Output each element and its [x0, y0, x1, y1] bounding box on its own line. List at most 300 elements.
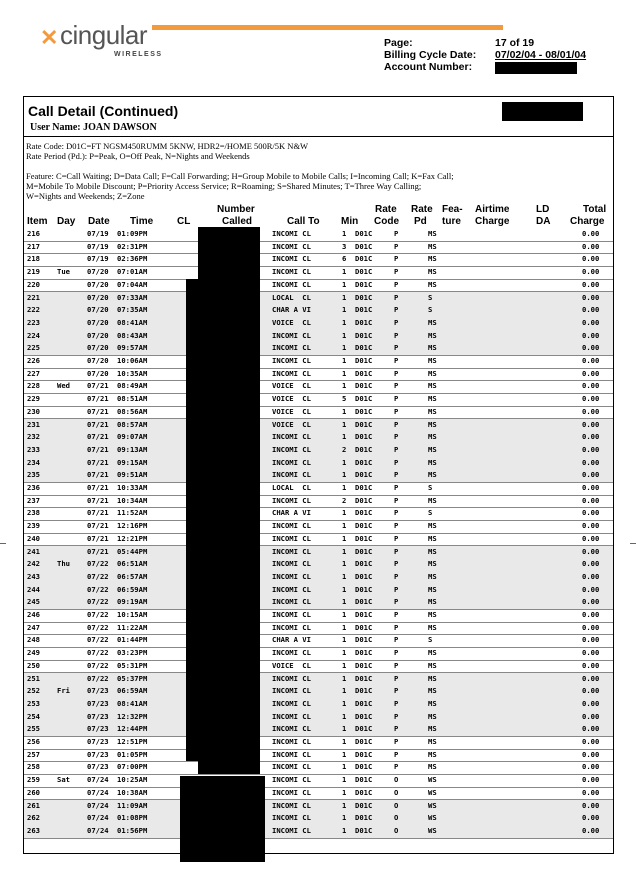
cell-date: 07/21: [87, 394, 109, 404]
cell-date: 07/21: [87, 381, 109, 391]
col-cl: CL: [177, 216, 191, 227]
cell-date: 07/24: [87, 825, 109, 835]
cell-min: 1: [342, 292, 347, 302]
cell-item: 262: [27, 813, 40, 823]
table-row: [24, 698, 613, 712]
cell-time: 05:44PM: [117, 546, 148, 556]
col-rate-code-1: Rate: [375, 204, 397, 215]
cell-call-to: INCOMI CL: [272, 368, 311, 378]
table-row: [24, 647, 613, 661]
cell-feature: MS: [428, 457, 437, 467]
cell-rate-code: D01C: [355, 775, 373, 785]
cell-total-charge: 0.00: [582, 521, 600, 531]
cell-total-charge: 0.00: [582, 419, 600, 429]
col-total-1: Total: [583, 204, 607, 215]
table-row: [24, 419, 613, 433]
cell-rate-code: D01C: [355, 229, 373, 238]
table-row: [24, 774, 613, 788]
cell-time: 02:31PM: [117, 241, 148, 251]
table-row: [24, 304, 613, 318]
cell-date: 07/23: [87, 698, 109, 708]
cell-min: 1: [342, 533, 347, 543]
cell-time: 02:36PM: [117, 254, 148, 264]
cell-total-charge: 0.00: [582, 457, 600, 467]
cell-min: 1: [342, 673, 347, 683]
cell-call-to: VOICE CL: [272, 394, 311, 404]
cell-time: 01:08PM: [117, 813, 148, 823]
cell-total-charge: 0.00: [582, 470, 600, 480]
cell-rate-code: D01C: [355, 559, 373, 569]
col-rate-pd-1: Rate: [411, 204, 433, 215]
cell-call-to: CHAR A VI: [272, 305, 311, 315]
cell-total-charge: 0.00: [582, 406, 600, 416]
cell-rate-code: D01C: [355, 724, 373, 734]
cell-time: 08:51AM: [117, 394, 148, 404]
cell-date: 07/21: [87, 470, 109, 480]
cell-total-charge: 0.00: [582, 648, 600, 658]
cell-call-to: INCOMI CL: [272, 673, 311, 683]
cell-feature: MS: [428, 432, 437, 442]
cell-time: 07:00PM: [117, 762, 148, 772]
cell-item: 237: [27, 495, 40, 505]
table-row: [24, 812, 613, 826]
cell-day: Sat: [57, 775, 70, 785]
cell-total-charge: 0.00: [582, 495, 600, 505]
cell-min: 1: [342, 749, 347, 759]
cell-date: 07/23: [87, 711, 109, 721]
cell-rate-pd: P: [394, 394, 399, 404]
cell-time: 07:04AM: [117, 279, 148, 289]
cell-total-charge: 0.00: [582, 356, 600, 365]
cell-item: 248: [27, 635, 40, 645]
table-row: [24, 558, 613, 572]
cell-rate-pd: O: [394, 825, 399, 835]
col-total-2: Charge: [570, 216, 605, 227]
cell-date: 07/22: [87, 584, 109, 594]
cell-feature: MS: [428, 686, 437, 696]
cell-total-charge: 0.00: [582, 800, 600, 810]
table-row: [24, 711, 613, 725]
cell-rate-pd: P: [394, 406, 399, 416]
cell-time: 06:59AM: [117, 686, 148, 696]
cell-time: 12:16PM: [117, 521, 148, 531]
cell-date: 07/20: [87, 356, 109, 365]
cell-rate-code: D01C: [355, 394, 373, 404]
cell-min: 1: [342, 432, 347, 442]
cell-time: 06:59AM: [117, 584, 148, 594]
cell-feature: MS: [428, 584, 437, 594]
cell-time: 05:37PM: [117, 673, 148, 683]
table-row: [24, 622, 613, 636]
billing-cycle-label: Billing Cycle Date:: [384, 49, 477, 61]
table-row: [24, 330, 613, 344]
cell-call-to: INCOMI CL: [272, 698, 311, 708]
cell-rate-code: D01C: [355, 737, 373, 746]
cell-call-to: VOICE CL: [272, 406, 311, 416]
cell-item: 249: [27, 648, 40, 658]
cell-total-charge: 0.00: [582, 241, 600, 251]
cell-time: 08:56AM: [117, 406, 148, 416]
cell-date: 07/22: [87, 648, 109, 658]
cell-feature: MS: [428, 343, 437, 353]
cell-total-charge: 0.00: [582, 381, 600, 391]
cell-feature: MS: [428, 267, 437, 277]
cell-feature: S: [428, 292, 433, 302]
cell-feature: S: [428, 635, 433, 645]
cell-item: 239: [27, 521, 40, 531]
number-redaction: [198, 761, 260, 774]
cell-call-to: INCOMI CL: [272, 229, 311, 238]
cell-time: 07:33AM: [117, 292, 148, 302]
cell-date: 07/19: [87, 229, 109, 238]
cell-call-to: INCOMI CL: [272, 813, 311, 823]
cell-feature: MS: [428, 444, 437, 454]
cell-date: 07/23: [87, 749, 109, 759]
cell-rate-pd: P: [394, 533, 399, 543]
cell-rate-code: D01C: [355, 698, 373, 708]
cell-rate-code: D01C: [355, 648, 373, 658]
cell-rate-code: D01C: [355, 787, 373, 797]
cell-feature: MS: [428, 698, 437, 708]
cell-time: 10:06AM: [117, 356, 148, 365]
cell-min: 1: [342, 470, 347, 480]
cell-call-to: INCOMI CL: [272, 254, 311, 264]
section-title: Call Detail (Continued): [28, 103, 179, 119]
cell-date: 07/22: [87, 610, 109, 619]
table-row: [24, 279, 613, 293]
cell-rate-code: D01C: [355, 317, 373, 327]
cell-rate-pd: P: [394, 267, 399, 277]
col-ld-1: LD: [536, 204, 550, 215]
cell-date: 07/21: [87, 533, 109, 543]
cell-date: 07/23: [87, 686, 109, 696]
cell-item: 234: [27, 457, 40, 467]
cell-min: 1: [342, 305, 347, 315]
cell-time: 09:51AM: [117, 470, 148, 480]
cell-item: 218: [27, 254, 40, 264]
cell-rate-pd: P: [394, 292, 399, 302]
cell-total-charge: 0.00: [582, 394, 600, 404]
cell-feature: MS: [428, 610, 437, 619]
cell-rate-pd: P: [394, 508, 399, 518]
cell-item: 246: [27, 610, 40, 619]
cell-time: 10:34AM: [117, 495, 148, 505]
cell-total-charge: 0.00: [582, 368, 600, 378]
cell-feature: WS: [428, 800, 437, 810]
cell-rate-pd: P: [394, 724, 399, 734]
cell-rate-pd: P: [394, 559, 399, 569]
cell-call-to: INCOMI CL: [272, 749, 311, 759]
cell-total-charge: 0.00: [582, 635, 600, 645]
cell-time: 09:15AM: [117, 457, 148, 467]
cell-date: 07/23: [87, 724, 109, 734]
cell-min: 3: [342, 241, 347, 251]
cell-time: 06:57AM: [117, 571, 148, 581]
cell-feature: MS: [428, 470, 437, 480]
cell-rate-pd: P: [394, 749, 399, 759]
cell-call-to: VOICE CL: [272, 419, 311, 429]
cell-rate-code: D01C: [355, 813, 373, 823]
cell-date: 07/20: [87, 317, 109, 327]
cell-min: 1: [342, 571, 347, 581]
table-row: [24, 444, 613, 458]
cell-min: 1: [342, 610, 347, 619]
table-row: [24, 342, 613, 356]
col-date: Date: [88, 216, 110, 227]
cell-time: 08:41AM: [117, 317, 148, 327]
cell-call-to: INCOMI CL: [272, 825, 311, 835]
table-row: [24, 406, 613, 420]
cell-call-to: INCOMI CL: [272, 444, 311, 454]
col-rate-code-2: Code: [374, 216, 399, 227]
cell-time: 12:21PM: [117, 533, 148, 543]
cell-item: 221: [27, 292, 40, 302]
cell-total-charge: 0.00: [582, 254, 600, 264]
cell-call-to: INCOMI CL: [272, 711, 311, 721]
cell-date: 07/20: [87, 305, 109, 315]
cell-min: 1: [342, 584, 347, 594]
cell-min: 1: [342, 508, 347, 518]
cell-date: 07/19: [87, 241, 109, 251]
table-row: [24, 749, 613, 763]
cell-item: 216: [27, 229, 40, 238]
cell-total-charge: 0.00: [582, 775, 600, 785]
cell-call-to: INCOMI CL: [272, 267, 311, 277]
cell-call-to: INCOMI CL: [272, 533, 311, 543]
cell-min: 1: [342, 356, 347, 365]
cell-total-charge: 0.00: [582, 533, 600, 543]
cell-call-to: INCOMI CL: [272, 521, 311, 531]
cell-day: Fri: [57, 686, 70, 696]
cell-date: 07/19: [87, 254, 109, 264]
cell-feature: MS: [428, 394, 437, 404]
cell-rate-pd: O: [394, 813, 399, 823]
cell-item: 233: [27, 444, 40, 454]
cell-rate-pd: P: [394, 762, 399, 772]
cell-item: 223: [27, 317, 40, 327]
cell-total-charge: 0.00: [582, 762, 600, 772]
cell-feature: MS: [428, 737, 437, 746]
table-row: [24, 368, 613, 382]
cell-rate-code: D01C: [355, 343, 373, 353]
cell-feature: WS: [428, 825, 437, 835]
cell-total-charge: 0.00: [582, 546, 600, 556]
cell-feature: MS: [428, 660, 437, 670]
table-row: [24, 800, 613, 814]
cell-min: 1: [342, 762, 347, 772]
cell-feature: MS: [428, 546, 437, 556]
cell-rate-pd: P: [394, 305, 399, 315]
table-row: [24, 673, 613, 687]
cell-time: 11:52AM: [117, 508, 148, 518]
number-redaction: [180, 776, 265, 862]
cell-min: 1: [342, 597, 347, 607]
cell-date: 07/21: [87, 432, 109, 442]
table-row: [24, 546, 613, 560]
cell-rate-pd: P: [394, 737, 399, 746]
cell-call-to: INCOMI CL: [272, 800, 311, 810]
cell-total-charge: 0.00: [582, 432, 600, 442]
cell-total-charge: 0.00: [582, 444, 600, 454]
cell-rate-pd: P: [394, 457, 399, 467]
cell-call-to: INCOMI CL: [272, 559, 311, 569]
table-row: [24, 634, 613, 648]
cell-rate-code: D01C: [355, 483, 373, 492]
cell-rate-code: D01C: [355, 571, 373, 581]
col-day: Day: [57, 216, 76, 227]
cell-item: 240: [27, 533, 40, 543]
cell-item: 219: [27, 267, 40, 277]
cell-total-charge: 0.00: [582, 813, 600, 823]
cell-feature: WS: [428, 813, 437, 823]
cell-min: 1: [342, 330, 347, 340]
cell-min: 1: [342, 825, 347, 835]
cell-rate-code: D01C: [355, 660, 373, 670]
cell-total-charge: 0.00: [582, 292, 600, 302]
cell-feature: MS: [428, 279, 437, 289]
cell-min: 1: [342, 813, 347, 823]
number-redaction: [186, 279, 260, 761]
cell-rate-code: D01C: [355, 622, 373, 632]
cell-min: 1: [342, 521, 347, 531]
cell-call-to: INCOMI CL: [272, 241, 311, 251]
cell-feature: MS: [428, 559, 437, 569]
cell-total-charge: 0.00: [582, 483, 600, 492]
cell-call-to: INCOMI CL: [272, 775, 311, 785]
cell-date: 07/22: [87, 660, 109, 670]
cell-min: 1: [342, 648, 347, 658]
cell-time: 11:09AM: [117, 800, 148, 810]
cell-date: 07/21: [87, 495, 109, 505]
cell-call-to: INCOMI CL: [272, 571, 311, 581]
cell-rate-code: D01C: [355, 584, 373, 594]
cell-rate-pd: P: [394, 279, 399, 289]
cell-call-to: INCOMI CL: [272, 686, 311, 696]
cell-rate-code: D01C: [355, 254, 373, 264]
legend-feature-2: M=Mobile To Mobile Discount; P=Priority Access Service; R=Roaming; S=Shared Minutes; T=Three Way Calling;: [26, 181, 422, 191]
number-redaction: [198, 227, 260, 279]
cell-feature: MS: [428, 368, 437, 378]
cell-feature: MS: [428, 330, 437, 340]
cell-date: 07/23: [87, 762, 109, 772]
divider: [23, 136, 613, 137]
table-row: [24, 596, 613, 610]
cell-rate-code: D01C: [355, 546, 373, 556]
cell-total-charge: 0.00: [582, 330, 600, 340]
cell-total-charge: 0.00: [582, 229, 600, 238]
cell-item: 252: [27, 686, 40, 696]
cell-rate-code: D01C: [355, 711, 373, 721]
cell-rate-pd: P: [394, 571, 399, 581]
cell-total-charge: 0.00: [582, 787, 600, 797]
cell-call-to: INCOMI CL: [272, 330, 311, 340]
cell-rate-code: D01C: [355, 508, 373, 518]
table-row: [24, 317, 613, 331]
cell-rate-pd: P: [394, 495, 399, 505]
cell-rate-pd: P: [394, 546, 399, 556]
cell-feature: MS: [428, 724, 437, 734]
legend-feature-1: Feature: C=Call Waiting; D=Data Call; F=Call Forwarding; H=Group Mobile to Mobile Calls; I=Incoming Call; K=Fax Call;: [26, 171, 454, 181]
cell-rate-pd: P: [394, 470, 399, 480]
cell-time: 09:07AM: [117, 432, 148, 442]
cell-call-to: INCOMI CL: [272, 279, 311, 289]
legend-feature-3: W=Nights and Weekends; Z=Zone: [26, 191, 145, 201]
cell-time: 09:19AM: [117, 597, 148, 607]
col-feature-1: Fea-: [442, 204, 463, 215]
cell-rate-code: D01C: [355, 279, 373, 289]
cell-rate-pd: P: [394, 444, 399, 454]
table-row: [24, 761, 613, 775]
cell-total-charge: 0.00: [582, 343, 600, 353]
cell-time: 11:22AM: [117, 622, 148, 632]
col-call-to: Call To: [287, 216, 320, 227]
cell-min: 1: [342, 635, 347, 645]
cell-call-to: INCOMI CL: [272, 546, 311, 556]
cell-min: 1: [342, 622, 347, 632]
cell-min: 1: [342, 686, 347, 696]
cell-min: 1: [342, 229, 347, 238]
cell-item: 231: [27, 419, 40, 429]
cell-time: 12:32PM: [117, 711, 148, 721]
table-row: [24, 469, 613, 483]
cell-date: 07/22: [87, 559, 109, 569]
table-row: [24, 825, 613, 839]
phone-number-redaction: [502, 102, 583, 121]
col-number-1: Number: [217, 204, 255, 215]
cell-rate-code: D01C: [355, 444, 373, 454]
cell-rate-code: D01C: [355, 749, 373, 759]
cell-item: 224: [27, 330, 40, 340]
cell-time: 07:35AM: [117, 305, 148, 315]
cell-min: 1: [342, 724, 347, 734]
table-row: [24, 571, 613, 585]
cell-feature: MS: [428, 254, 437, 264]
logo-subtitle: WIRELESS: [114, 51, 163, 58]
table-row: [24, 292, 613, 306]
cell-item: 228: [27, 381, 40, 391]
cell-call-to: CHAR A VI: [272, 508, 311, 518]
cell-feature: MS: [428, 419, 437, 429]
cell-feature: MS: [428, 241, 437, 251]
cell-date: 07/24: [87, 787, 109, 797]
cell-rate-pd: P: [394, 584, 399, 594]
margin-mark: [0, 543, 6, 544]
cell-call-to: INCOMI CL: [272, 495, 311, 505]
cell-date: 07/24: [87, 800, 109, 810]
cell-min: 1: [342, 279, 347, 289]
cell-time: 10:38AM: [117, 787, 148, 797]
cell-rate-code: D01C: [355, 533, 373, 543]
cell-call-to: VOICE CL: [272, 660, 311, 670]
cell-time: 10:15AM: [117, 610, 148, 619]
cell-date: 07/23: [87, 737, 109, 746]
table-row: [24, 380, 613, 394]
cell-item: 261: [27, 800, 40, 810]
cell-rate-pd: P: [394, 660, 399, 670]
cell-rate-pd: O: [394, 800, 399, 810]
cell-rate-pd: P: [394, 686, 399, 696]
cell-item: 226: [27, 356, 40, 365]
cell-time: 10:33AM: [117, 483, 148, 492]
cell-rate-code: D01C: [355, 800, 373, 810]
cell-rate-code: D01C: [355, 356, 373, 365]
cell-time: 01:09PM: [117, 229, 148, 238]
cell-min: 1: [342, 343, 347, 353]
col-feature-2: ture: [442, 216, 461, 227]
cell-date: 07/20: [87, 292, 109, 302]
cell-feature: MS: [428, 381, 437, 391]
cell-rate-pd: O: [394, 775, 399, 785]
